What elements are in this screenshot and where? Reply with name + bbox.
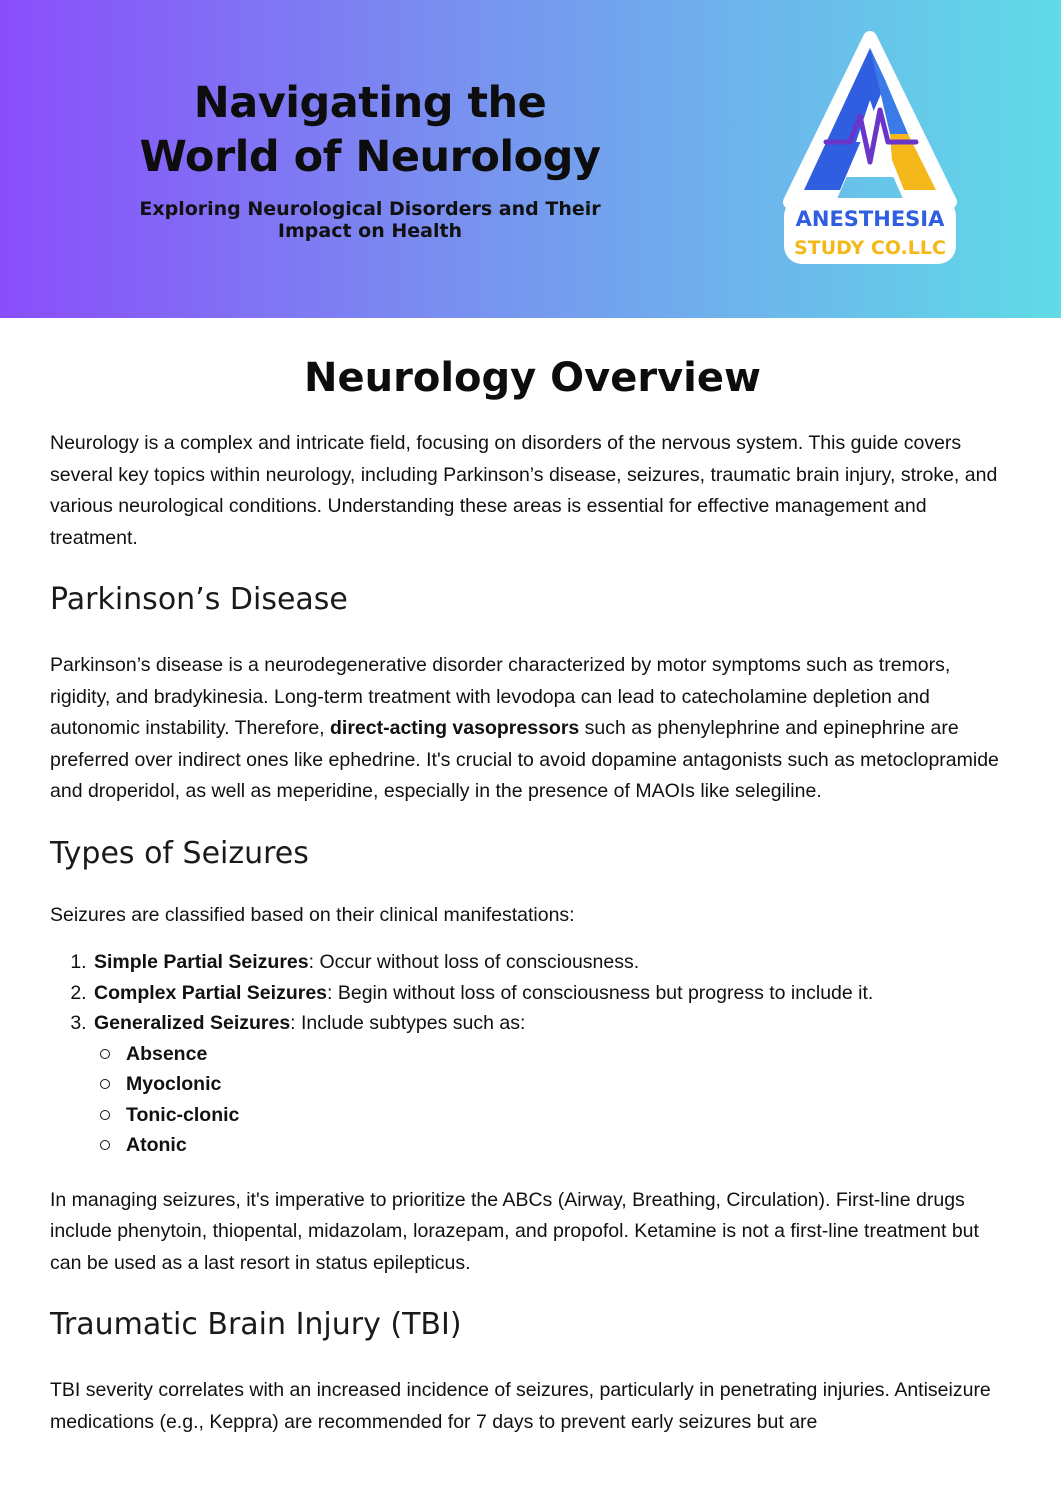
banner-subtitle-line-1: Exploring Neurological Disorders and Their [139, 198, 601, 220]
subtype-item [126, 1039, 1015, 1070]
subtype-item [126, 1100, 1015, 1131]
hollow-circle-bullet-icon [100, 1049, 110, 1059]
main-content [50, 350, 1015, 1438]
list-item-desc: : Occur without loss of consciousness. [308, 951, 640, 973]
parkinsons-bold-term: direct-acting vasopressors [330, 717, 580, 739]
banner-title [60, 76, 680, 184]
list-item [92, 947, 1015, 978]
parkinsons-paragraph [50, 650, 1015, 808]
page-title: Neurology Overview [304, 355, 761, 401]
logo-text-line-2: STUDY CO.LLC [794, 237, 946, 259]
list-item-term: Simple Partial Seizures [94, 951, 309, 973]
subtype-label: Atonic [126, 1134, 187, 1156]
subtype-item [126, 1069, 1015, 1100]
subtype-label: Absence [126, 1042, 208, 1065]
hollow-circle-bullet-icon [100, 1079, 110, 1089]
hollow-circle-bullet-icon [100, 1140, 110, 1150]
tbi-paragraph: TBI severity correlates with an increased incidence of seizures, particularly in penetrating injuries. Antiseizure medications (e.g., Keppra) are recommended for 7 days to prevent early seizures but are [50, 1379, 991, 1433]
subtype-label: Tonic-clonic [126, 1103, 240, 1126]
hollow-circle-bullet-icon [100, 1110, 110, 1120]
banner-subtitle [80, 198, 660, 242]
generalized-subtypes-list [94, 1039, 1015, 1161]
intro-paragraph: Neurology is a complex and intricate field, focusing on disorders of the nervous system. This guide covers several key topics within neurology, including Parkinson’s disease, seizures, traumatic brain injury, stroke, and various neurological conditions. Understanding these areas is essential for effective management and treatment. [50, 432, 998, 549]
anesthesia-study-logo [780, 30, 960, 270]
seizure-types-list [50, 947, 1015, 1161]
seizures-intro: Seizures are classified based on their clinical manifestations: [50, 903, 575, 926]
list-item [92, 978, 1015, 1009]
list-item [92, 1008, 1015, 1161]
list-item-desc: : Include subtypes such as: [290, 1012, 526, 1034]
parkinsons-heading: Parkinson’s Disease [50, 582, 348, 617]
banner-title-line-2: World of Neurology [139, 132, 601, 182]
subtype-label: Myoclonic [126, 1073, 222, 1095]
list-item-desc: : Begin without loss of consciousness but progress to include it. [327, 981, 874, 1004]
banner-title-line-1: Navigating the [193, 78, 547, 128]
list-item-term: Generalized Seizures [94, 1012, 291, 1034]
seizures-heading: Types of Seizures [50, 835, 309, 871]
subtype-item [126, 1130, 1015, 1161]
tbi-heading: Traumatic Brain Injury (TBI) [50, 1307, 462, 1342]
header-banner [0, 0, 1061, 318]
list-item-term: Complex Partial Seizures [94, 981, 328, 1004]
parkinsons-text-before: Parkinson’s disease is a neurodegenerative disorder characterized by motor symptoms such as tremors, rigidity, and bradykinesia. Long-term treatment with levodopa can lead to catecholamine depletion and autonomic instability. Therefore, [50, 654, 951, 739]
seizure-management-paragraph: In managing seizures, it's imperative to prioritize the ABCs (Airway, Breathing, Circulation). First-line drugs include phenytoin, thiopental, midazolam, lorazepam, and propofol. Ketamine is not a first-line treatment but can be used as a last resort in status epilepticus. [50, 1188, 979, 1274]
parkinsons-text-after: such as phenylephrine and epinephrine are preferred over indirect ones like ephedrine. It's crucial to avoid dopamine antagonists such as metoclopramide and droperidol, as well as meperidine, especially in the presence of MAOIs like selegiline. [50, 717, 999, 802]
logo-text-line-1: ANESTHESIA [795, 207, 945, 231]
banner-subtitle-line-2: Impact on Health [277, 220, 463, 242]
